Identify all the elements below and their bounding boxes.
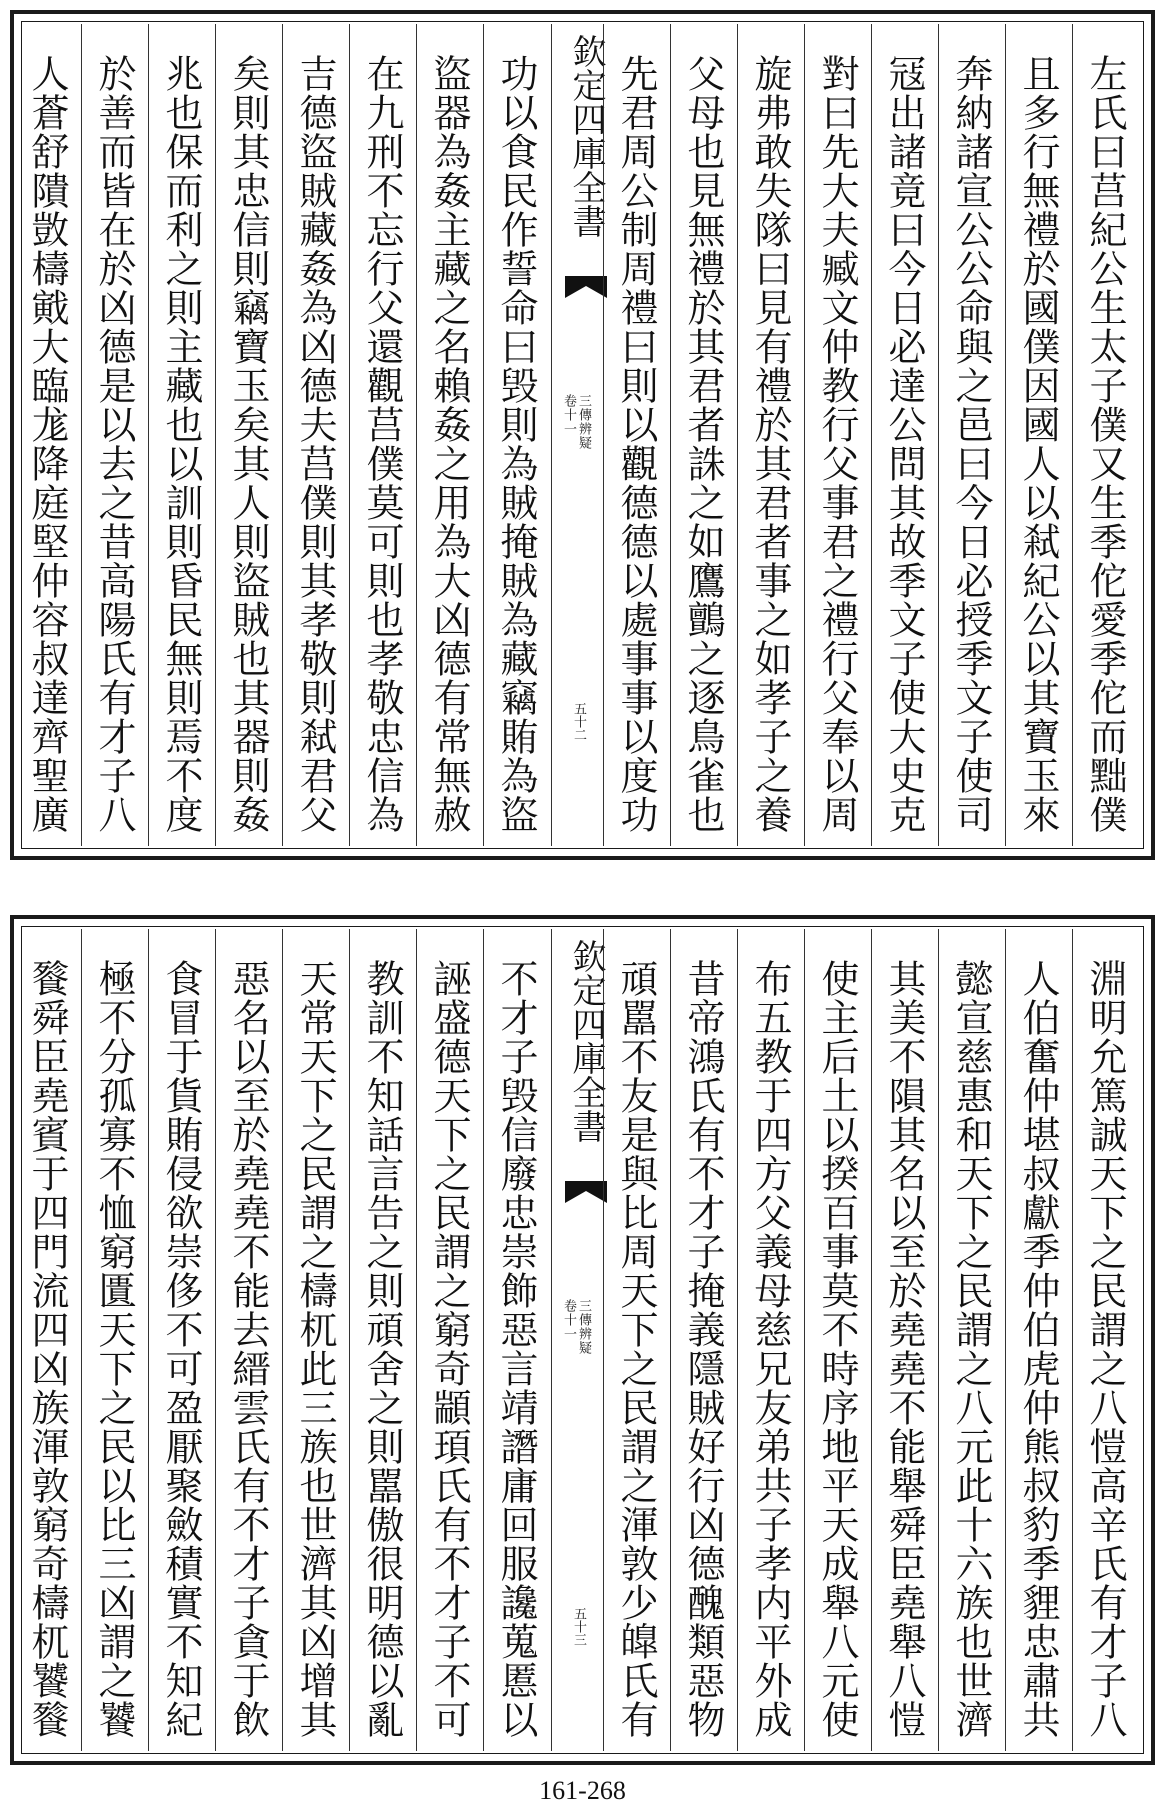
text-column: 教訓不知話言告之則頑舍之則嚚傲很明德以亂: [360, 959, 404, 1739]
column-rule: [349, 929, 350, 1751]
column-rule: [938, 24, 939, 846]
fishtail-mark: [565, 1181, 607, 1205]
text-column: 不才子毁信廢忠崇飾惡言靖譖庸回服讒蒐慝以: [494, 959, 538, 1739]
text-column: 淵明允篤誠天下之民謂之八愷高辛氏有才子八: [1083, 959, 1127, 1739]
band-title: 欽定四庫全書: [566, 939, 606, 1143]
text-column: 盜器為姦主藏之名賴姦之用為大凶德有常無赦: [427, 54, 471, 834]
column-rule: [282, 929, 283, 1751]
text-column: 左氏曰莒紀公生太子僕又生季佗愛季佗而黜僕: [1083, 54, 1127, 834]
column-rule: [1005, 929, 1006, 1751]
text-column: 功以食民作誓命曰毁則為賊掩賊為藏竊賄為盜: [494, 54, 538, 834]
text-column: 父母也見無禮於其君者誅之如鷹鸇之逐鳥雀也: [681, 54, 725, 834]
text-column: 昔帝鴻氏有不才子掩義隱賊好行凶德醜類惡物: [681, 959, 725, 1739]
column-rule: [603, 929, 604, 1751]
text-column: 餮舜臣堯賓于四門流四凶族渾敦窮奇檮杌饕餮: [25, 959, 69, 1739]
text-column: 惡名以至於堯堯不能去縉雲氏有不才子貪于飲: [226, 959, 270, 1739]
column-rule: [551, 24, 552, 846]
column-rule: [349, 24, 350, 846]
column-rule: [1072, 24, 1073, 846]
text-column: 旋弗敢失隊曰見有禮於其君者事之如孝子之養: [748, 54, 792, 834]
text-column: 於善而皆在於凶德是以去之昔高陽氏有才子八: [92, 54, 136, 834]
column-rule: [282, 24, 283, 846]
text-column: 使主后土以揆百事莫不時序地平天成舉八元使: [815, 959, 859, 1739]
column-rule: [871, 24, 872, 846]
text-column: 在九刑不忘行父還觀莒僕莫可則也孝敬忠信為: [360, 54, 404, 834]
band-book-title: 三傳辨疑: [576, 394, 591, 450]
column-rule: [1005, 24, 1006, 846]
column-rule: [551, 929, 552, 1751]
column-rule: [483, 24, 484, 846]
column-rule: [81, 24, 82, 846]
text-column: 且多行無禮於國僕因國人以弒紀公以其寶玉來: [1016, 54, 1060, 834]
column-rule: [603, 24, 604, 846]
text-column: 吉德盜賊藏姦為凶德夫莒僕則其孝敬則弒君父: [293, 54, 337, 834]
text-column: 奔納諸宣公公命與之邑曰今日必授季文子使司: [949, 54, 993, 834]
column-rule: [1072, 929, 1073, 1751]
column-rule: [148, 929, 149, 1751]
column-rule: [215, 929, 216, 1751]
column-rule: [215, 24, 216, 846]
column-rule: [483, 929, 484, 1751]
column-rule: [416, 929, 417, 1751]
text-column: 極不分孤寡不恤窮匱天下之民以比三凶謂之饕: [92, 959, 136, 1739]
column-rule: [804, 929, 805, 1751]
column-rule: [670, 24, 671, 846]
text-column: 對曰先大夫臧文仲教行父事君之禮行父奉以周: [815, 54, 859, 834]
text-column: 布五教于四方父義母慈兄友弟共子孝内平外成: [748, 959, 792, 1739]
column-rule: [871, 929, 872, 1751]
band-page-number: 五十三: [571, 1607, 586, 1646]
column-rule: [804, 24, 805, 846]
text-column: 人伯奮仲堪叔獻季仲伯虎仲熊叔豹季貍忠肅共: [1016, 959, 1060, 1739]
band-title: 欽定四庫全書: [566, 34, 606, 238]
column-rule: [737, 929, 738, 1751]
column-rule: [938, 929, 939, 1751]
footer-page-label: 161-268: [539, 1776, 626, 1805]
text-column: 其美不隕其名以至於堯堯不能舉舜臣堯舉八愷: [882, 959, 926, 1739]
text-column: 兆也保而利之則主藏也以訓則昏民無則焉不度: [159, 54, 203, 834]
column-rule: [670, 929, 671, 1751]
text-column: 冦出諸竟曰今日必達公問其故季文子使大史克: [882, 54, 926, 834]
band-juan: 卷十一: [561, 1299, 576, 1341]
page-top: [10, 10, 1155, 860]
band-juan: 卷十一: [561, 394, 576, 436]
band-page-number: 五十二: [571, 702, 586, 741]
page-bottom: [10, 915, 1155, 1765]
text-column: 食冒于貨賄侵欲崇侈不可盈厭聚斂積實不知紀: [159, 959, 203, 1739]
band-book-title: 三傳辨疑: [576, 1299, 591, 1355]
text-column: 人蒼舒隤敳檮戭大臨尨降庭堅仲容叔達齊聖廣: [25, 54, 69, 834]
text-column: 矣則其忠信則竊寶玉矣其人則盜賊也其器則姦: [226, 54, 270, 834]
text-column: 懿宣慈惠和天下之民謂之八元此十六族也世濟: [949, 959, 993, 1739]
text-column: 誣盛德天下之民謂之窮奇顓頊氏有不才子不可: [427, 959, 471, 1739]
text-column: 天常天下之民謂之檮杌此三族也世濟其凶增其: [293, 959, 337, 1739]
column-rule: [737, 24, 738, 846]
text-column: 頑嚚不友是與比周天下之民謂之渾敦少皥氏有: [614, 959, 658, 1739]
fishtail-mark: [565, 276, 607, 300]
column-rule: [81, 929, 82, 1751]
column-rule: [148, 24, 149, 846]
column-rule: [416, 24, 417, 846]
text-column: 先君周公制周禮曰則以觀德德以處事事以度功: [614, 54, 658, 834]
